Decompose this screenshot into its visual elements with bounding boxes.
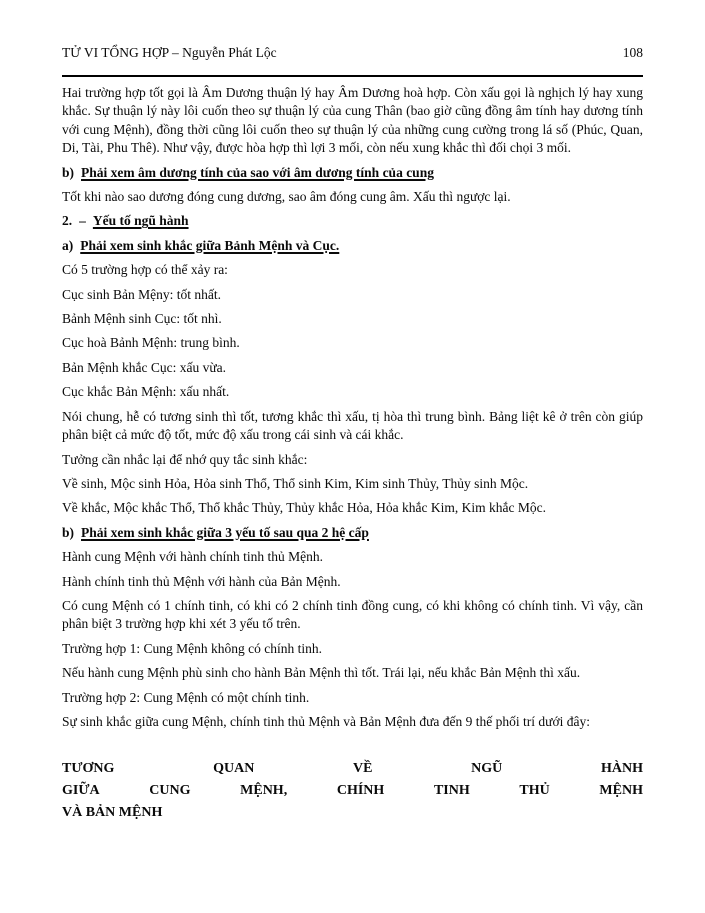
- header-rule: [62, 75, 643, 77]
- case-item-3: Cục hoà Bảnh Mệnh: trung bình.: [62, 335, 240, 351]
- paragraph-intro: Hai trường hợp tốt gọi là Âm Dương thuận lý hay Âm Dương hoà hợp. Còn xấu gọi là nghịch lý hay xung khắc. Sự thuận lý này lôi cuốn theo sự thuận lý của cung Thân (bao giờ cũng đồng âm tính hay dương tính với cung Mệnh), đồng thời cũng lôi cuốn theo sự thuận lý của những cung cường trong lá số (Phúc, Quan, Di, Tài, Phu Thê). Như vậy, được hòa hợp thì lợi 3 mối, còn nếu xung khắc thì đối chọi 3 mối.: [62, 85, 643, 156]
- section-heading-b1: [62, 164, 643, 182]
- table-title-line1: [62, 758, 643, 780]
- paragraph-hanh2: Hành chính tinh thủ Mệnh với hành của Bản Mệnh.: [62, 573, 341, 589]
- paragraph-noichung: Nói chung, hễ có tương sinh thì tốt, tương khắc thì xấu, tị hòa thì trung bình. Bảng liệt kê ở trên còn giúp phân biệt cả mức độ tốt, mức độ xấu trong cái sinh và cái khắc.: [62, 408, 643, 443]
- paragraph-vesinh: Về sinh, Mộc sinh Hỏa, Hỏa sinh Thổ, Thổ sinh Kim, Kim sinh Thủy, Thủy sinh Mộc.: [62, 475, 529, 491]
- title-word: MỆNH,: [240, 783, 288, 799]
- heading-text: Yếu tố ngũ hành: [92, 213, 189, 229]
- paragraph-truonghop1: Trường hợp 1: Cung Mệnh không có chính tinh.: [62, 640, 322, 656]
- paragraph-susinh: Sự sinh khắc giữa cung Mệnh, chính tinh thủ Mệnh và Bản Mệnh đưa đến 9 thế phối trí dưới đây:: [62, 713, 590, 729]
- heading-text: Phải xem sinh khắc giữa 3 yếu tố sau qua 2 hệ cấp: [81, 524, 369, 540]
- paragraph-tot: Tốt khi nào sao dương đóng cung dương, sao âm đóng cung âm. Xấu thì ngược lại.: [62, 189, 511, 205]
- table-title-line3: VÀ BẢN MỆNH: [62, 805, 163, 821]
- paragraph-5cases: Có 5 trường hợp có thể xảy ra:: [62, 262, 228, 278]
- paragraph-tuong: Tưởng cần nhắc lại để nhớ quy tắc sinh khắc:: [62, 451, 308, 467]
- title-word: TƯƠNG: [62, 761, 115, 777]
- title-word: TINH: [433, 783, 470, 799]
- page-header: [62, 44, 643, 62]
- section-heading-b2: [62, 524, 643, 542]
- heading-text: Phải xem âm dương tính của sao với âm dương tính của cung: [81, 164, 434, 180]
- title-word: GIỮA: [62, 783, 100, 799]
- case-item-1: Cục sinh Bản Mệny: tốt nhất.: [62, 286, 221, 302]
- title-word: QUAN: [213, 761, 255, 777]
- running-title: TỬ VI TỔNG HỢP – Nguyễn Phát Lộc: [62, 45, 277, 60]
- paragraph-cocung: Có cung Mệnh có 1 chính tinh, có khi có 2 chính tinh đồng cung, có khi không có chính tinh. Vì vậy, cần phân biệt 3 trường hợp khi xét 3 yếu tố trên.: [62, 597, 643, 632]
- title-word: CUNG: [149, 783, 191, 799]
- heading-marker: b): [62, 164, 75, 180]
- heading-marker: b): [62, 524, 75, 540]
- title-word: NGŨ: [471, 761, 503, 777]
- paragraph-truonghop2: Trường hợp 2: Cung Mệnh có một chính tinh.: [62, 689, 310, 705]
- paragraph-neu: Nếu hành cung Mệnh phù sinh cho hành Bản Mệnh thì tốt. Trái lại, nếu khắc Bản Mệnh thì xấu.: [62, 665, 581, 681]
- title-word: THỦ: [519, 783, 550, 799]
- page-number: 108: [622, 45, 643, 60]
- title-word: VỀ: [353, 761, 373, 777]
- heading-dash: –: [79, 213, 86, 229]
- section-heading-a: [62, 237, 643, 255]
- heading-marker: 2.: [62, 213, 73, 229]
- title-word: HÀNH: [601, 761, 643, 777]
- heading-marker: a): [62, 237, 74, 253]
- paragraph-vekhac: Về khắc, Mộc khắc Thổ, Thổ khắc Thủy, Thủy khắc Hỏa, Hỏa khắc Kim, Kim khắc Mộc.: [62, 500, 547, 516]
- heading-text: Phải xem sinh khắc giữa Bảnh Mệnh và Cục.: [80, 237, 340, 253]
- section-heading-2: [62, 212, 643, 230]
- case-item-4: Bản Mệnh khắc Cục: xấu vừa.: [62, 359, 227, 375]
- table-title-line2: [62, 780, 643, 802]
- case-item-2: Bảnh Mệnh sinh Cục: tốt nhì.: [62, 311, 222, 327]
- paragraph-hanh1: Hành cung Mệnh với hành chính tinh thủ Mệnh.: [62, 549, 323, 565]
- table-title-heading: [62, 758, 643, 824]
- title-word: CHÍNH: [336, 783, 385, 799]
- title-word: MỆNH: [599, 783, 643, 799]
- page-body: [62, 84, 643, 824]
- case-item-5: Cục khắc Bản Mệnh: xấu nhất.: [62, 384, 230, 400]
